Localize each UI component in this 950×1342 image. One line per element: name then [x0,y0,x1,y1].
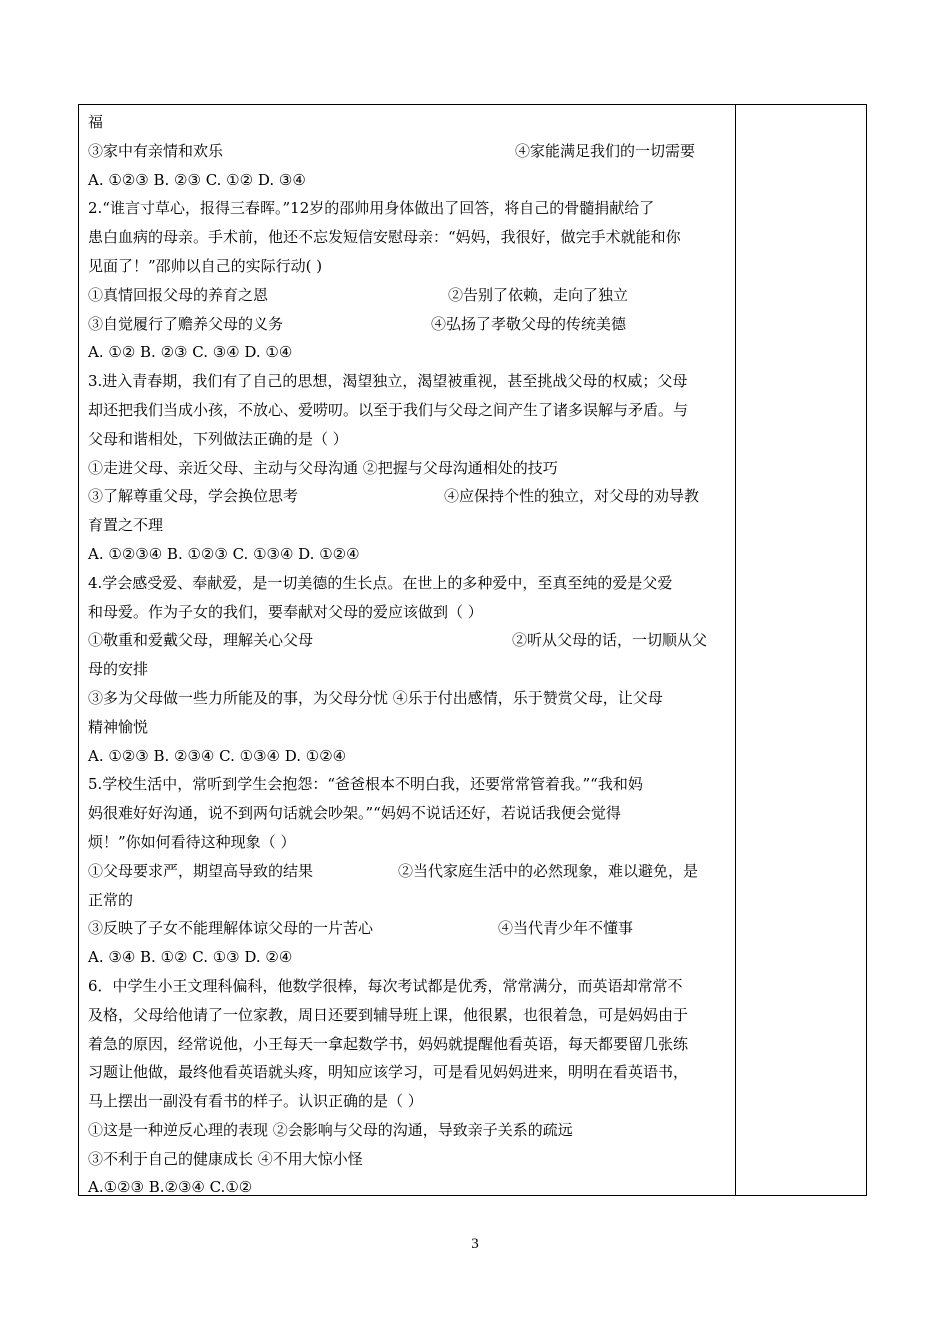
text-line-option: ④当代青少年不懂事 [498,919,634,938]
text-line-main: 2.“谁言寸草心，报得三春晖。”12岁的邵帅用身体做出了回答，将自己的骨髓捐献给了 [88,199,655,218]
text-line [88,626,728,655]
text-line [88,828,728,857]
text-line-main: 育置之不理 [88,516,164,535]
text-line-main: ③反映了子女不能理解体谅父母的一片苦心 [88,919,374,938]
text-line [88,569,728,598]
text-line-main: 6．中学生小王文理科偏科，他数学很棒，每次考试都是优秀，常常满分，而英语却常常不 [88,976,683,995]
text-line-main: 着急的原因，经常说他，小王每天一拿起数学书，妈妈就提醒他看英语，每天都要留几张练 [88,1034,689,1053]
text-line [88,166,728,195]
text-line-main: ③家中有亲情和欢乐 [88,141,224,160]
text-line [88,338,728,367]
text-line [88,425,728,454]
text-line-main: ③多为父母做一些力所能及的事，为父母分忧 ④乐于付出感情，乐于赞赏父母，让父母 [88,688,663,707]
text-line-main: 精神愉悦 [88,717,149,736]
question-content [88,108,728,1202]
text-line [88,310,728,339]
text-line [88,367,728,396]
text-line-main: 马上摆出一副没有看书的样子。认识正确的是（ ） [88,1092,423,1111]
text-line-option: ②当代家庭生活中的必然现象，难以避免，是 [398,861,699,880]
text-line [88,540,728,569]
text-line [88,655,728,684]
text-line [88,598,728,627]
text-line-main: ③自觉履行了赡养父母的义务 [88,314,284,333]
text-line-main: 母的安排 [88,660,149,679]
text-line-main: ①真情回报父母的养育之恩 [88,285,269,304]
text-line-main: 正常的 [88,890,134,909]
text-line-main: 3.进入青春期，我们有了自己的思想，渴望独立，渴望被重视，甚至挑战父母的权威；父母 [88,372,688,391]
page-number: 3 [471,1236,479,1252]
text-line-option: ④弘扬了孝敬父母的传统美德 [431,314,627,333]
text-line-option: ④应保持个性的独立，对父母的劝导教 [444,487,700,506]
text-line [88,972,728,1001]
text-line [88,137,728,166]
text-line-main: ③不利于自己的健康成长 ④不用大惊小怪 [88,1149,363,1168]
text-line-main: 妈很难好好沟通，说不到两句话就会吵架。”“妈妈不说话还好，若说话我便会觉得 [88,804,621,823]
column-divider [735,104,736,1196]
text-line [88,886,728,915]
text-line [88,1145,728,1174]
text-line-main: ①走进父母、亲近父母、主动与父母沟通 ②把握与父母沟通相处的技巧 [88,458,558,477]
text-line-main: A. ③④ B. ①② C. ①③ D. ②④ [88,948,293,967]
text-line [88,223,728,252]
text-line [88,194,728,223]
text-line-main: 福 [88,113,104,131]
text-line-option: ②告别了依赖，走向了独立 [448,285,629,304]
text-line [88,943,728,972]
text-line-main: A.①②③ B.②③④ C.①② [88,1178,253,1197]
text-line [88,770,728,799]
text-line [88,1173,728,1202]
text-line-main: 4.学会感受爱、奉献爱，是一切美德的生长点。在世上的多种爱中，至真至纯的爱是父爱 [88,573,673,592]
text-line [88,252,728,281]
text-line-main: 习题让他做，最终他看英语就头疼，明知应该学习，可是看见妈妈进来，明明在看英语书， [88,1063,689,1082]
text-line [88,1058,728,1087]
text-line [88,857,728,886]
text-line [88,742,728,771]
text-line [88,684,728,713]
text-line-main: 烦！”你如何看待这种现象（ ） [88,832,296,851]
text-line-main: ①父母要求严，期望高导致的结果 [88,861,314,880]
text-line-main: 父母和谐相处，下列做法正确的是（ ） [88,429,348,448]
text-line [88,281,728,310]
text-line [88,914,728,943]
text-line [88,511,728,540]
text-line [88,108,728,137]
text-line [88,1116,728,1145]
text-line [88,1087,728,1116]
text-line-main: ③了解尊重父母，学会换位思考 [88,487,299,506]
text-line-main: 患白血病的母亲。手术前，他还不忘发短信安慰母亲：“妈妈，我很好，做完手术就能和你 [88,228,681,247]
text-line [88,482,728,511]
text-line-main: A. ①②③ B. ②③④ C. ①③④ D. ①②④ [88,746,347,765]
text-line [88,1030,728,1059]
text-line-main: A. ①② B. ②③ C. ③④ D. ①④ [88,343,293,362]
text-line [88,454,728,483]
text-line-main: 和母爱。作为子女的我们，要奉献对父母的爱应该做到（ ） [88,602,483,621]
text-line-main: 5.学校生活中，常听到学生会抱怨：“爸爸根本不明白我，还要常常管着我。”“我和妈 [88,775,643,794]
text-line-option: ④家能满足我们的一切需要 [515,141,696,160]
text-line-main: ①敬重和爱戴父母，理解关心父母 [88,631,314,650]
text-line-option: ②听从父母的话，一切顺从父 [512,631,708,650]
text-line [88,396,728,425]
text-line [88,799,728,828]
text-line-main: 见面了！”邵帅以自己的实际行动( ) [88,256,323,275]
text-line [88,713,728,742]
text-line-main: A. ①②③ B. ②③ C. ①② D. ③④ [88,170,306,189]
text-line-main: A. ①②③④ B. ①②③ C. ①③④ D. ①②④ [88,544,360,563]
text-line [88,1001,728,1030]
text-line-main: 及格，父母给他请了一位家教，周日还要到辅导班上课，他很累，也很着急，可是妈妈由于 [88,1005,689,1024]
text-line-main: 却还把我们当成小孩，不放心、爱唠叨。以至于我们与父母之间产生了诸多误解与矛盾。与 [88,400,689,419]
text-line-main: ①这是一种逆反心理的表现 ②会影响与父母的沟通，导致亲子关系的疏远 [88,1120,573,1139]
